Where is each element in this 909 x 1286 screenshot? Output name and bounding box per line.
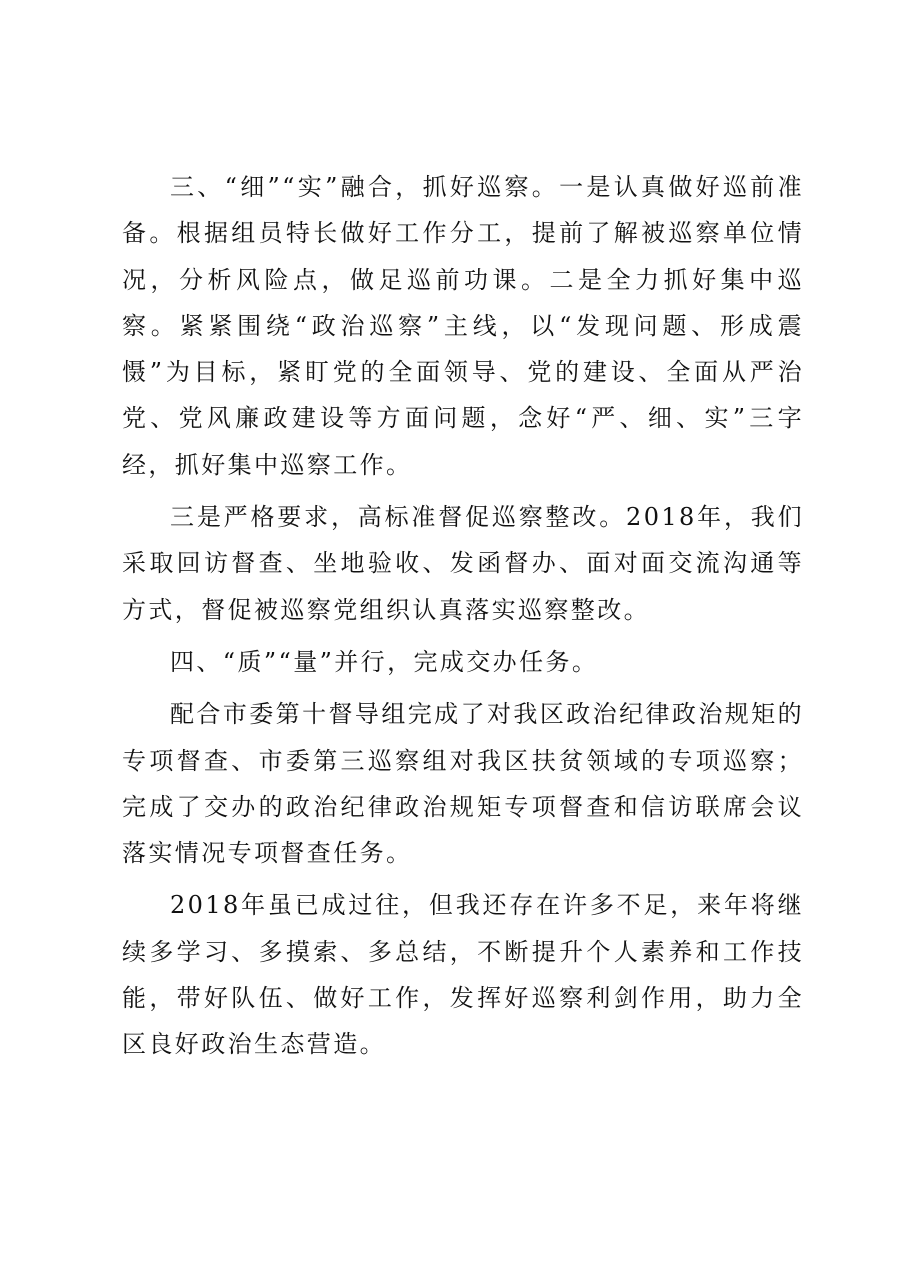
paragraph-section-four-heading: 四、“质”“量”并行，完成交办任务。 (170, 647, 599, 676)
document-body (122, 164, 804, 1068)
paragraph-assigned-tasks: 配合市委第十督导组完成了对我区政治纪律政治规矩的专项督查、市委第三巡察组对我区扶贫领域的专项巡察；完成了交办的政治纪律政治规矩专项督查和信访联席会议落实情况专项督查任务。 (122, 700, 804, 868)
paragraph-rectification: 三是严格要求，高标准督促巡察整改。2018年，我们采取回访督查、坐地验收、发函督办、面对面交流沟通等方式，督促被巡察党组织认真落实巡察整改。 (122, 503, 804, 624)
paragraph-inspection-detail: 三、“细”“实”融合，抓好巡察。一是认真做好巡前准备。根据组员特长做好工作分工，提前了解被巡察单位情况，分析风险点，做足巡前功课。二是全力抓好集中巡察。紧紧围绕“政治巡察”主线，以“发现问题、形成震慑”为目标，紧盯党的全面领导、党的建设、全面从严治党、党风廉政建设等方面问题，念好“严、细、实”三字经，抓好集中巡察工作。 (122, 173, 804, 479)
paragraph-conclusion: 2018年虽已成过往，但我还存在许多不足，来年将继续多学习、多摸索、多总结，不断提升个人素养和工作技能，带好队伍、做好工作，发挥好巡察利剑作用，助力全区良好政治生态营造。 (122, 891, 804, 1059)
